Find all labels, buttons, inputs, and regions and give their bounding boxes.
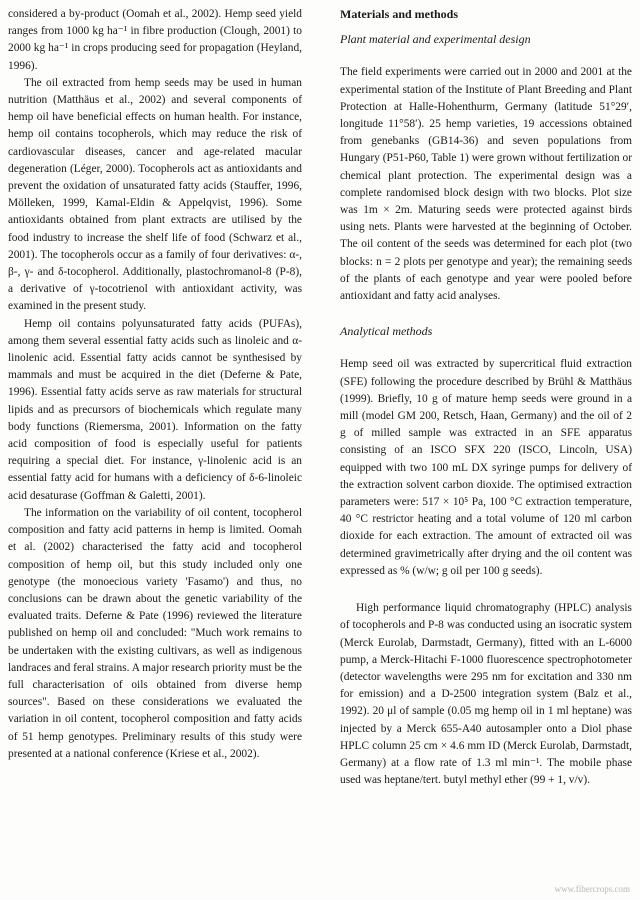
- paragraph: Hemp seed oil was extracted by supercritical fluid extraction (SFE) following the procedure described by Brühl & Matthäus (1999). Briefly, 10 g of mature hemp seeds were ground in a mill (model GM 200, Retsch, Haan, Germany) and the oil of 2 g of milled sample was extracted in an SFE apparatus consisting of an ISCO SFX 220 (ISCO, Lincoln, USA) equipped with two 100 mL DX syringe pumps for delivery of the extraction solvent carbon dioxide. The optimised extraction parameters were: 517 × 10⁵ Pa, 100 °C extraction temperature, 40 °C restrictor heating and a total volume of 120 ml carbon dioxide for each extraction. The amount of extracted oil was determined gravimetrically after drying and the oil content was expressed as % (w/w; g oil per 100 g seeds).: [340, 358, 632, 577]
- subsection-title: Analytical methods: [340, 324, 433, 339]
- paragraph: The information on the variability of oil content, tocopherol composition and fatty acid patterns in hemp is limited. Oomah et al. (2002) characterised the fatty acid and tocopherol composition of hemp oil, but this study included only one genotype (the monoecious variety 'Fasamo') and thus, no conclusions can be drawn about the genetic variability of the evaluated traits. Deferne & Pate (1996) reviewed the literature published on hemp oil and concluded: "Much work remains to be undertaken with the existing cultivars, as well as indigenous landraces and feral strains. A major research priority must be the full characterisation of oils obtained from diverse hemp sources". Based on these considerations we evaluated the variation in oil content, tocopherol composition and fatty acids of 51 hemp genotypes. Preliminary results of this study were presented at a national conference (Kriese et al., 2002).: [8, 506, 302, 760]
- watermark: www.fibercrops.com: [554, 884, 630, 894]
- paragraph: Hemp oil contains polyunsaturated fatty acids (PUFAs), among them several essential fatty acids such as linoleic and α-linolenic acid. Essential fatty acids cannot be synthesised by mammals and must be acquired in the diet (Deferne & Pate, 1996). Essential fatty acids serve as raw materials for structural lipids and as precursors of biochemicals which regulate many body functions (Riemersma, 2001). Information on the fatty acid composition of food is especially useful for patients requiring a special diet. For instance, γ-linolenic acid is an essential fatty acid for humans with a deficiency of δ-6-linoleic acid desaturase (Goffman & Galetti, 2001).: [8, 317, 302, 502]
- paragraph: High performance liquid chromatography (HPLC) analysis of tocopherols and P-8 was conducted using an isocratic system (Merck Eurolab, Darmstadt, Germany), fitted with an L-6000 pump, a Merck-Hitachi F-1000 fluorescence spectrophotometer (detector wavelengths were 295 nm for excitation and 330 nm for emission) and a D-2500 integration system (Balz et al., 1992). 20 μl of sample (0.05 mg hemp oil in 1 ml heptane) was injected by a Merck 655-A40 autosampler onto a Diol phase HPLC column 25 cm × 4.6 mm ID (Merck Eurolab, Darmstadt, Germany) at a flow rate of 1.3 ml min⁻¹. The mobile phase used was heptane/tert. butyl methyl ether (99 + 1, v/v).: [340, 602, 632, 787]
- left-column: [8, 6, 302, 763]
- section-title: Materials and methods: [340, 7, 458, 21]
- paragraph: The field experiments were carried out in 2000 and 2001 at the experimental station of the Institute of Plant Breeding and Plant Protection at Halle-Hohenthurm, Germany (latitude 51°29′, longitude 11°58′). 25 hemp varieties, 19 accessions obtained from genebanks (GB14-36) and seven populations from Hungary (P51-P60, Table 1) were grown without fertilization or chemical plant protection. The experimental design was a complete randomised block design with two blocks. Plot size was 1m × 2m. Maturing seeds were protected against birds using nets. Plants were harvested at the beginning of October. The oil content of the seeds was determined for each plot (two blocks: n = 2 plots per genotype and year); the remaining seeds of the plants of each genotype and year were pooled before antioxidant and fatty acid analyses.: [340, 66, 632, 303]
- paragraph: considered a by-product (Oomah et al., 2002). Hemp seed yield ranges from 1000 kg ha⁻¹ in fibre production (Clough, 2001) to 2000 kg ha⁻¹ in crops producing seed for propagation (Heyland, 1996).: [8, 8, 302, 72]
- subsection-title: Plant material and experimental design: [340, 32, 531, 47]
- right-column: [340, 6, 632, 789]
- paragraph: The oil extracted from hemp seeds may be used in human nutrition (Matthäus et al., 2002) and several components of hemp oil have beneficial effects on human health. For instance, hemp oil contains tocopherols, which may reduce the risk of cardiovascular diseases, cancer and age-related macular degeneration (Léger, 2000). Tocopherols act as antioxidants and prevent the oxidation of unsaturated fatty acids (Stauffer, 1996, Mölleken, 1999, Kamal-Eldin & Appelqvist, 1996). Some antioxidants obtained from plant extracts are utilised by the food industry to increase the shelf life of food (Schwarz et al., 2001). The tocopherols occur as a family of four derivatives: α-, β-, γ- and δ-tocopherol. Additionally, plastochromanol-8 (P-8), a derivative of γ-tocotrienol with antioxidant activity, was examined in the present study.: [8, 76, 302, 313]
